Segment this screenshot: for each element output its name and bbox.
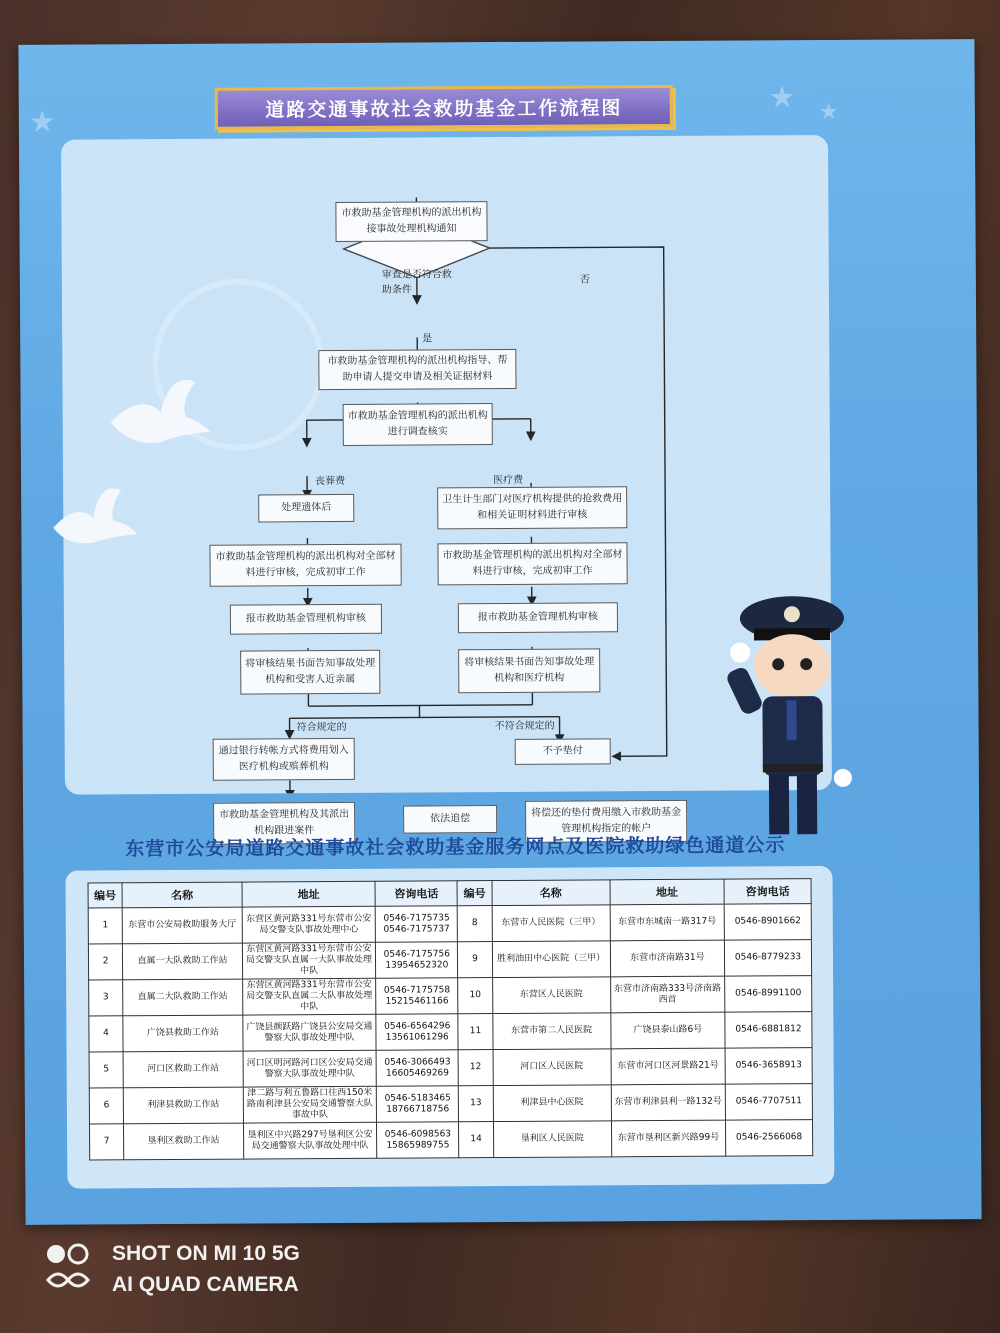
table-cell: 东营区人民医院 — [492, 977, 610, 1014]
star-icon: ★ — [28, 104, 56, 140]
table-cell: 0546-5183465 18766718756 — [376, 1086, 458, 1123]
flow-step-guide-application: 市救助基金管理机构的派出机构指导、帮助申请人提交申请及相关证据材料 — [318, 349, 516, 390]
flow-label-medical: 医疗费 — [493, 474, 524, 487]
camera-watermark — [112, 1238, 300, 1300]
flow-step-initial-review-right: 市救助基金管理机构的派出机构对全部材料进行审核，完成初审工作 — [437, 542, 627, 585]
table-cell: 0546-3066493 16605469269 — [376, 1050, 458, 1087]
column-header: 名称 — [122, 882, 242, 908]
table-cell: 广饶县救助工作站 — [123, 1015, 243, 1052]
table-cell: 0546-6881812 — [725, 1012, 812, 1049]
table-cell: 2 — [88, 944, 122, 980]
flow-label-funeral: 丧葬费 — [315, 475, 346, 488]
table-cell: 东营市公安局救助服务大厅 — [122, 907, 242, 944]
table-cell: 0546-8779233 — [724, 940, 811, 977]
poster-title: 道路交通事故社会救助基金工作流程图 — [265, 96, 623, 121]
flow-step-investigate: 市救助基金管理机构的派出机构进行调查核实 — [343, 403, 493, 446]
table-cell: 河口区人民医院 — [493, 1049, 611, 1086]
table-cell: 14 — [459, 1122, 493, 1158]
table-cell: 津二路与利五鲁路口往西150米路南利津县公安局交通警察大队事故中队 — [243, 1086, 377, 1123]
table-cell: 11 — [458, 1014, 492, 1050]
table-cell: 9 — [458, 942, 492, 978]
table-cell: 河口区救助工作站 — [123, 1051, 243, 1088]
star-icon: ★ — [768, 80, 796, 116]
table-cell: 广饶县泰山路6号 — [611, 1012, 726, 1049]
flow-step-report-right: 报市救助基金管理机构审核 — [458, 602, 618, 633]
table-row — [89, 1120, 812, 1160]
table-cell: 东营市济南路31号 — [610, 940, 725, 977]
flow-label-no: 否 — [579, 274, 590, 286]
camera-watermark-logo-icon — [44, 1242, 94, 1292]
flow-decision-label: 审查是否符合救助条件 — [381, 269, 452, 296]
table-row — [88, 940, 811, 980]
table-cell: 0546-7175758 15215461166 — [376, 978, 458, 1015]
flow-step-initial-review-left: 市救助基金管理机构的派出机构对全部材料进行审核，完成初审工作 — [209, 544, 401, 587]
column-header: 名称 — [492, 880, 610, 906]
table-row — [89, 1084, 812, 1124]
service-points-table — [88, 878, 814, 1160]
flow-label-noncompliant: 不符合规定的 — [494, 720, 555, 733]
table-cell: 0546-7707511 — [725, 1084, 812, 1121]
table-cell: 广饶县颜跃路广饶县公安局交通警察大队事故处理中队 — [243, 1014, 377, 1051]
watermark-line1: SHOT ON MI 10 5G — [112, 1242, 300, 1265]
column-header: 地址 — [242, 881, 376, 907]
service-points-table-panel — [65, 866, 834, 1189]
table-cell: 5 — [89, 1052, 123, 1088]
table-row — [89, 1012, 812, 1052]
section-title: 东营市公安局道路交通事故社会救助基金服务网点及医院救助绿色通道公示 — [125, 834, 786, 861]
flow-step-no-advance: 不予垫付 — [515, 738, 611, 765]
table-cell: 东营市人民医院（三甲） — [492, 905, 610, 942]
table-row — [88, 904, 811, 944]
table-cell: 0546-3658913 — [725, 1048, 812, 1085]
flow-step-after-remains: 处理遗体后 — [258, 494, 354, 523]
table-cell: 13 — [459, 1086, 493, 1122]
table-cell: 东营市河口区河景路21号 — [611, 1048, 726, 1085]
table-cell: 0546-2566068 — [726, 1120, 813, 1157]
poster — [18, 39, 981, 1225]
flow-step-report-left: 报市救助基金管理机构审核 — [230, 604, 382, 635]
flow-label-compliant: 符合规定的 — [296, 721, 347, 734]
table-cell: 3 — [89, 980, 123, 1016]
table-cell: 河口区明河路河口区公安局交通警察大队事故处理中队 — [243, 1050, 377, 1087]
table-cell: 10 — [458, 978, 492, 1014]
table-cell: 东营区黄河路331号东营市公安局交警支队直属一大队事故处理中队 — [242, 942, 376, 979]
table-cell: 东营市济南路333号济南路西首 — [610, 976, 725, 1013]
table-cell: 0546-6098563 15865989755 — [377, 1122, 459, 1159]
table-cell: 东营区黄河路331号东营市公安局交警支队事故处理中心 — [242, 906, 376, 943]
table-cell: 直属二大队救助工作站 — [123, 979, 243, 1016]
watermark-line2: AI QUAD CAMERA — [112, 1273, 299, 1296]
police-officer-cartoon — [722, 588, 864, 847]
flow-step-bank-transfer: 通过银行转帐方式将费用划入医疗机构或殡葬机构 — [213, 738, 355, 781]
flow-step-receive-notice: 市救助基金管理机构的派出机构接事故处理机构通知 — [335, 201, 487, 242]
table-cell: 东营市利津县利一路132号 — [611, 1084, 726, 1121]
star-icon: ★ — [818, 99, 839, 126]
table-cell: 利津县救助工作站 — [123, 1087, 243, 1124]
table-cell: 12 — [459, 1050, 493, 1086]
poster-title-banner — [215, 85, 673, 130]
table-cell: 垦利区人民医院 — [493, 1121, 611, 1158]
table-cell: 垦利区中兴路297号垦利区公安局交通警察大队事故处理中队 — [243, 1122, 377, 1159]
flow-step-recover: 依法追偿 — [403, 805, 497, 834]
column-header: 咨询电话 — [375, 881, 457, 907]
table-cell: 0546-6564296 13561061296 — [376, 1014, 458, 1051]
table-cell: 东营市东城南一路317号 — [610, 904, 725, 941]
flow-step-follow-case: 市救助基金管理机构及其派出机构跟进案件 — [213, 802, 355, 845]
table-cell: 东营市第二人民医院 — [492, 1013, 610, 1050]
table-cell: 胜利油田中心医院（三甲） — [492, 941, 610, 978]
dove-icon — [45, 472, 145, 553]
table-cell: 1 — [88, 908, 122, 944]
flow-step-notify-left: 将审核结果书面告知事故处理机构和受害人近亲属 — [240, 650, 380, 695]
table-cell: 垦利区救助工作站 — [124, 1123, 244, 1160]
table-cell: 4 — [89, 1016, 123, 1052]
column-header: 编号 — [88, 883, 122, 908]
flow-step-notify-right: 将审核结果书面告知事故处理机构和医疗机构 — [458, 648, 600, 693]
table-cell: 利津县中心医院 — [493, 1085, 611, 1122]
column-header: 编号 — [457, 881, 491, 906]
table-cell: 6 — [89, 1088, 123, 1124]
dove-icon — [100, 362, 221, 453]
table-cell: 东营区黄河路331号东营市公安局交警支队直属二大队事故处理中队 — [242, 978, 376, 1015]
table-row — [89, 976, 812, 1016]
flowchart-panel — [61, 135, 832, 837]
table-cell: 0546-8901662 — [724, 904, 811, 941]
column-header: 地址 — [610, 879, 724, 905]
flow-label-yes: 是 — [422, 333, 433, 345]
table-cell: 直属一大队救助工作站 — [122, 943, 242, 980]
table-cell: 0546-7175735 0546-7175737 — [375, 906, 457, 943]
table-cell: 东营市垦利区新兴路99号 — [611, 1120, 726, 1157]
flow-step-health-review: 卫生计生部门对医疗机构提供的抢救费用和相关证明材料进行审核 — [437, 486, 627, 529]
table-cell: 0546-7175756 13954652320 — [376, 942, 458, 979]
flow-step-repay-account: 将偿还的垫付费用缴入市救助基金管理机构指定的帐户 — [525, 800, 687, 843]
table-row — [89, 1048, 812, 1088]
column-header: 咨询电话 — [724, 879, 811, 905]
table-cell: 8 — [458, 906, 492, 942]
table-cell: 7 — [89, 1124, 123, 1160]
table-cell: 0546-8991100 — [725, 976, 812, 1013]
